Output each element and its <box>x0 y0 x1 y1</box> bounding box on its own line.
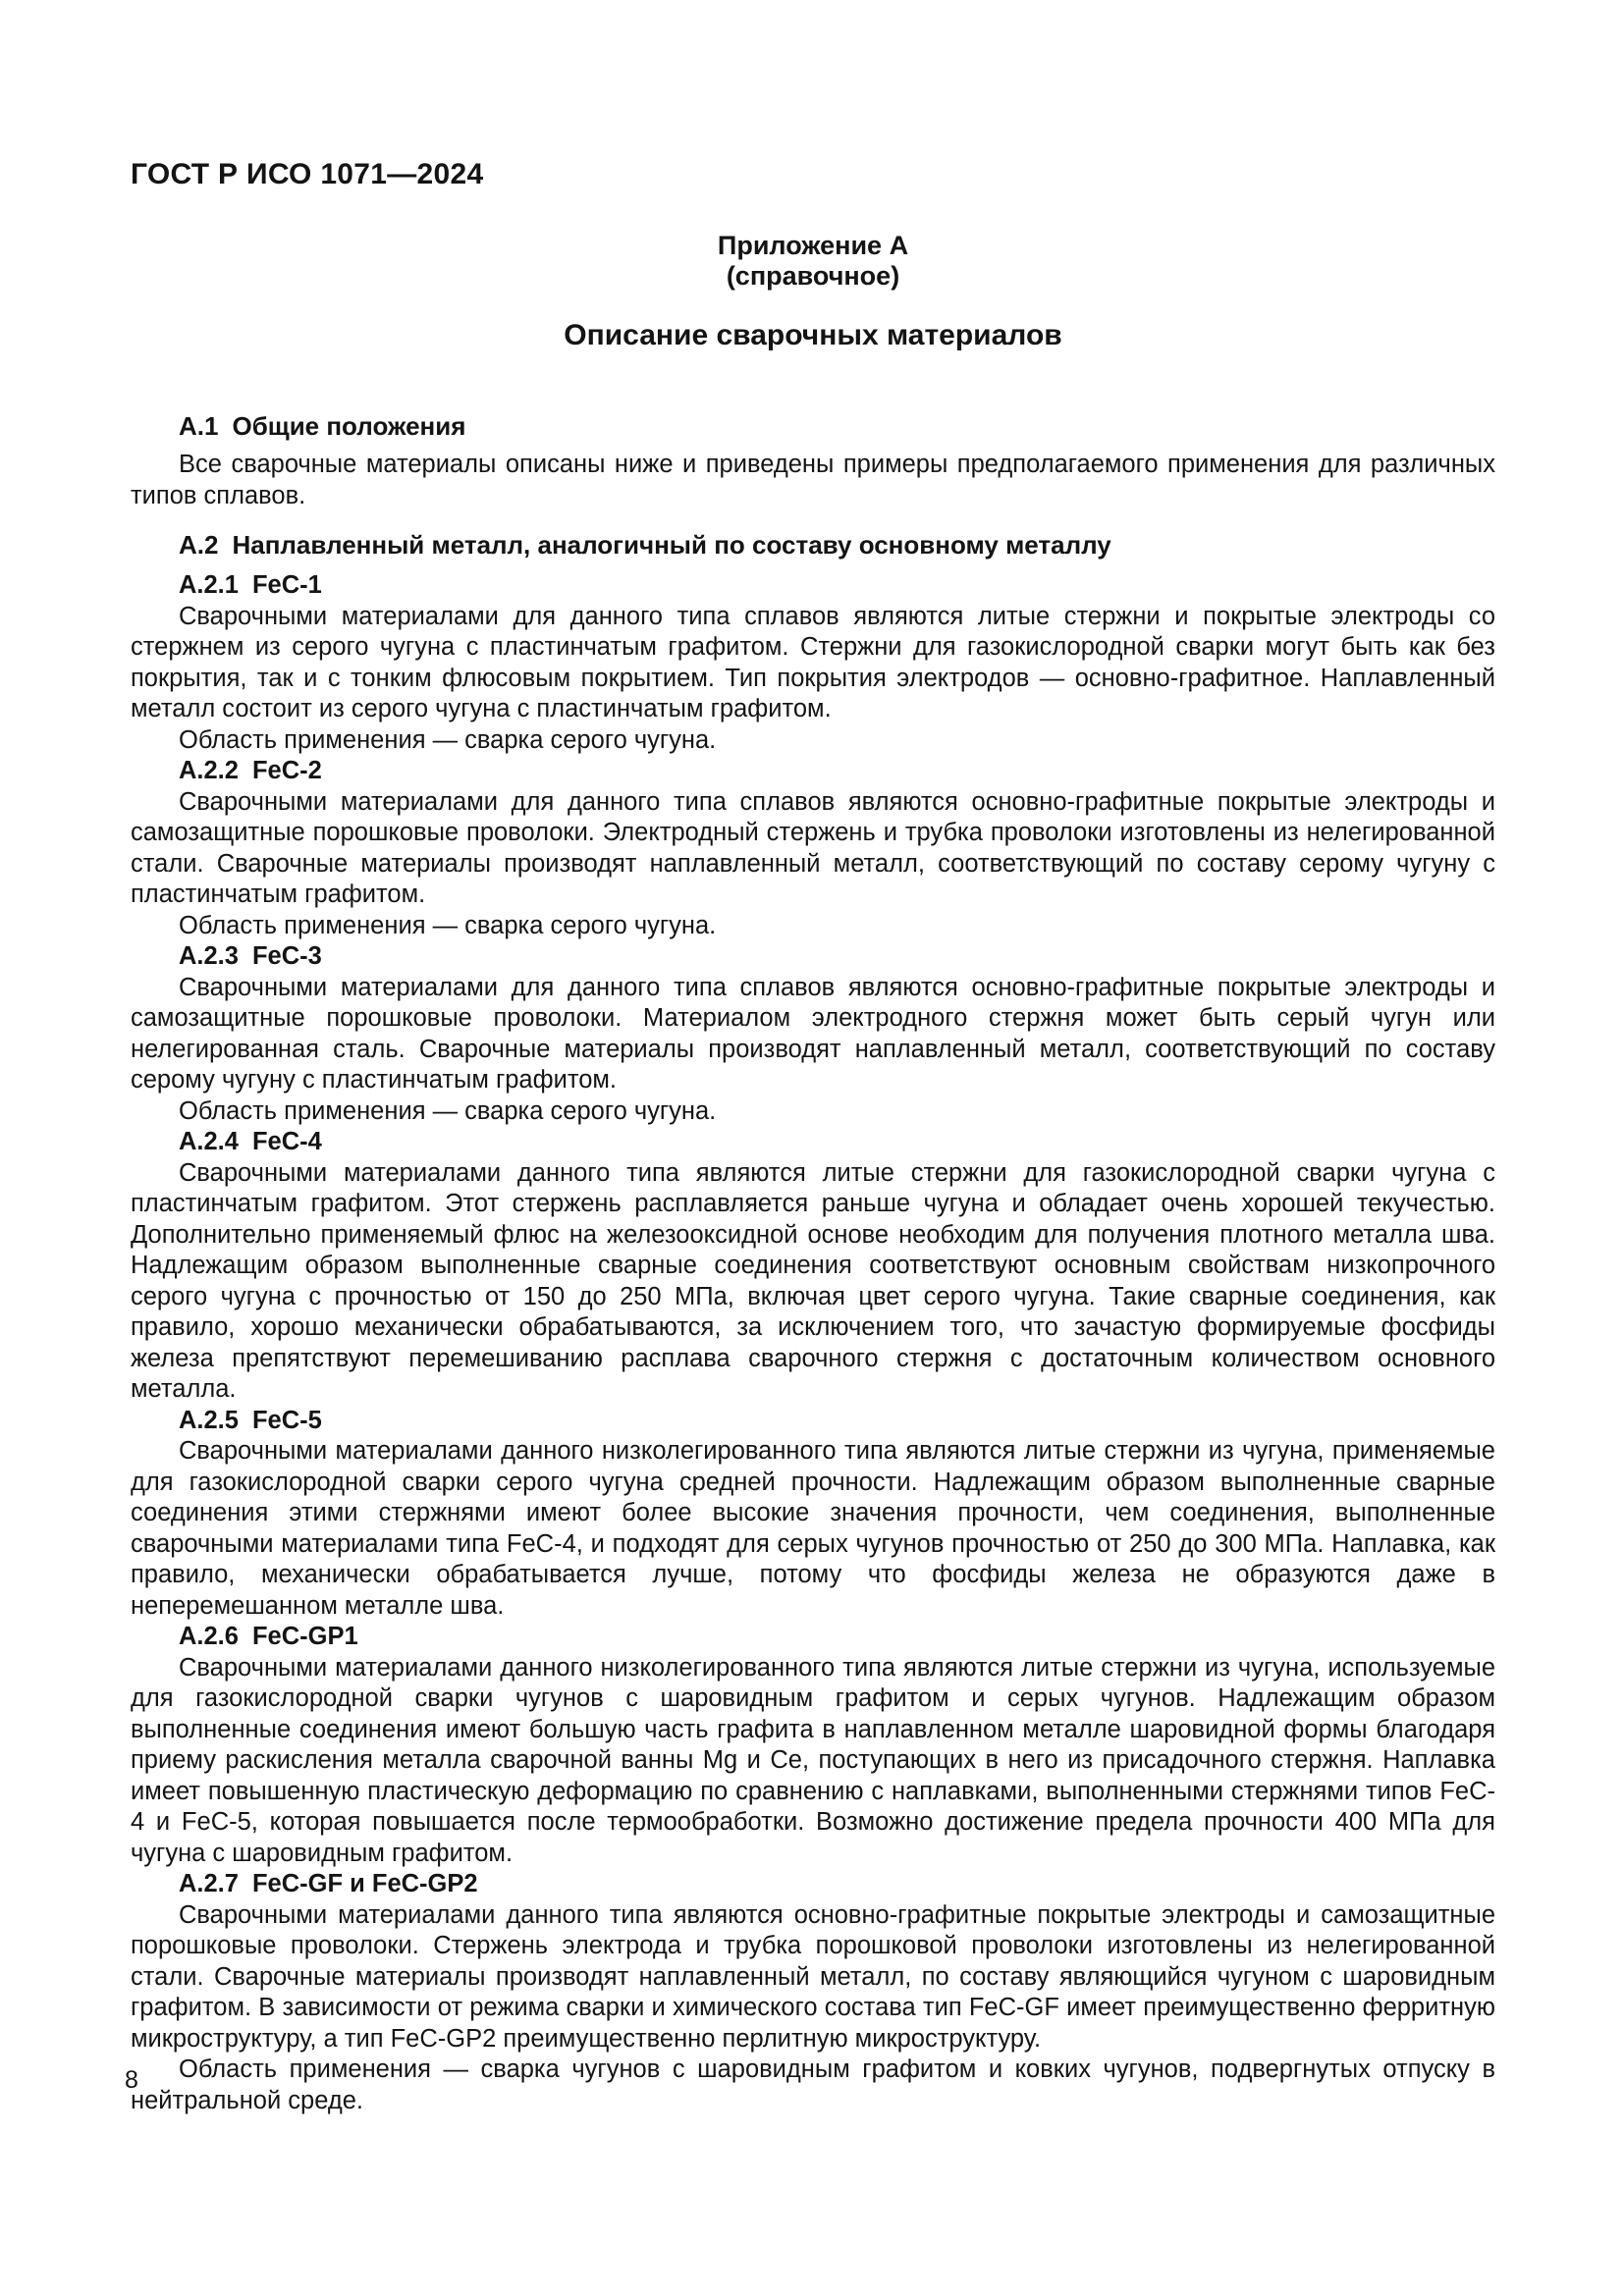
section-heading-a1 <box>179 410 1495 442</box>
section-title: FeC-GP1 <box>251 1623 358 1650</box>
section-number: А.2.3 <box>179 942 239 970</box>
doc-code: ГОСТ Р ИСО 1071—2024 <box>131 158 484 190</box>
section-title: FeC-5 <box>251 1406 322 1434</box>
subsection-heading-a26 <box>179 1622 1495 1653</box>
section-number: А.2.7 <box>179 1870 239 1897</box>
section-number: А.2.6 <box>179 1623 239 1650</box>
section-number: А.2.2 <box>179 757 239 784</box>
appendix-note: (справочное) <box>726 261 900 291</box>
subsection-heading-a24 <box>179 1127 1495 1158</box>
section-title: Наплавленный металл, аналогичный по составу основному металлу <box>232 530 1111 560</box>
section-title: Общие положения <box>232 411 466 441</box>
paragraph: Сварочными материалами данного типа являются основно-графитные покрытые электроды и самозащитные порошковые проволоки. Стержень электрода и трубка порошковой проволоки изготовлены из нелегированной стали. Сварочные материалы производят наплавленный металл, по составу являющийся чугуном с шаровидным графитом. В зависимости от режима сварки и химического состава тип FeC-GF имеет преимущественно ферритную микроструктуру, а тип FeC-GP2 преимущественно перлитную микроструктуру. <box>131 1900 1495 2053</box>
subsection-heading-a27 <box>179 1869 1495 1900</box>
paragraph: Сварочными материалами для данного типа сплавов являются основно-графитные покрытые электроды и самозащитные порошковые проволоки. Электродный стержень и трубка проволоки изготовлены из нелегированной стали. Сварочные материалы производят наплавленный металл, соответствующий по составу серому чугуну с пластинчатым графитом. <box>131 787 1495 908</box>
paragraph: Сварочными материалами данного типа являются литые стержни для газокислородной сварки чугуна с пластинчатым графитом. Этот стержень расплавляется раньше чугуна и обладает очень хорошей текучестью. Дополнительно применяемый флюс на железооксидной основе необходим для получения плотного металла шва. Надлежащим образом выполненные сварные соединения соответствуют основным свойствам низкопрочного серого чугуна с прочностью от 150 до 250 МПа, включая цвет серого чугуна. Такие сварные соединения, как правило, хорошо механически обрабатываются, за исключением того, что зачастую формируемые фосфиды железа препятствуют перемешиванию расплава сварочного стержня с достаточным количеством основного металла. <box>131 1158 1495 1403</box>
section-number: А.2.1 <box>179 571 239 599</box>
section-title: FeC-3 <box>251 942 322 970</box>
paragraph-application: Область применения — сварка серого чугуна. <box>179 911 717 939</box>
section-number: А.2.4 <box>179 1128 239 1155</box>
paragraph: Сварочными материалами данного низколегированного типа являются литые стержни из чугуна, применяемые для газокислородной сварки серого чугуна средней прочности. Надлежащим образом выполненные сварные соединения этими стержнями имеют более высокие значения прочности, чем соединения, выполненные сварочными материалами типа FeC-4, и подходят для серых чугунов прочностью от 250 до 300 МПа. Наплавка, как правило, механически обрабатывается лучше, потому что фосфиды железа не образуются даже в неперемешанном металле шва. <box>131 1437 1495 1620</box>
paragraph-application: Область применения — сварка чугунов с шаровидным графитом и ковких чугунов, подвергнутых отпуску в нейтральной среде. <box>131 2056 1495 2114</box>
paragraph: Сварочными материалами данного низколегированного типа являются литые стержни из чугуна, используемые для газокислородной сварки чугунов с шаровидным графитом и серых чугунов. Надлежащим образом выполненные соединения имеют большую часть графита в наплавленном металле шаровидной формы благодаря приему раскисления металла сварочной ванны Mg и Ce, поступающих в него из присадочного стержня. Наплавка имеет повышенную пластическую деформацию по сравнению с наплавками, выполненными стержнями типов FeC-4 и FeC-5, которая повышается после термообработки. Возможно достижение предела прочности 400 МПа для чугуна с шаровидным графитом. <box>131 1653 1495 1867</box>
document-title: Описание сварочных материалов <box>564 319 1062 351</box>
section-number: А.2.5 <box>179 1406 239 1434</box>
section-number: А.2 <box>179 530 219 560</box>
paragraph: Сварочными материалами для данного типа сплавов являются литые стержни и покрытые электроды со стержнем из серого чугуна с пластинчатым графитом. Стержни для газокислородной сварки могут быть как без покрытия, так и с тонким флюсовым покрытием. Тип покрытия электродов — основно-графитное. Наплавленный металл состоит из серого чугуна с пластинчатым графитом. <box>131 602 1495 722</box>
section-title: FeC-1 <box>251 571 322 599</box>
paragraph-application: Область применения — сварка серого чугуна. <box>179 1096 717 1125</box>
appendix-label: Приложение А <box>717 231 909 260</box>
subsection-heading-a21 <box>179 570 1495 602</box>
subsection-heading-a23 <box>179 941 1495 973</box>
subsection-heading-a22 <box>179 756 1495 787</box>
section-heading-a2 <box>179 529 1495 561</box>
subsection-heading-a25 <box>179 1406 1495 1437</box>
paragraph-application: Область применения — сварка серого чугуна. <box>179 725 717 754</box>
section-title: FeC-GF и FeC-GP2 <box>251 1870 478 1897</box>
section-title: FeC-2 <box>251 757 322 784</box>
paragraph: Сварочными материалами для данного типа сплавов являются основно-графитные покрытые электроды и самозащитные порошковые проволоки. Материалом электродного стержня может быть серый чугун или нелегированная сталь. Сварочные материалы производят наплавленный металл, соответствующий по составу серому чугуну с пластинчатым графитом. <box>131 973 1495 1094</box>
paragraph: Все сварочные материалы описаны ниже и приведены примеры предполагаемого применения для различных типов сплавов. <box>131 451 1495 509</box>
page-number: 8 <box>125 2066 138 2094</box>
section-number: А.1 <box>179 411 219 441</box>
section-title: FeC-4 <box>251 1128 322 1155</box>
